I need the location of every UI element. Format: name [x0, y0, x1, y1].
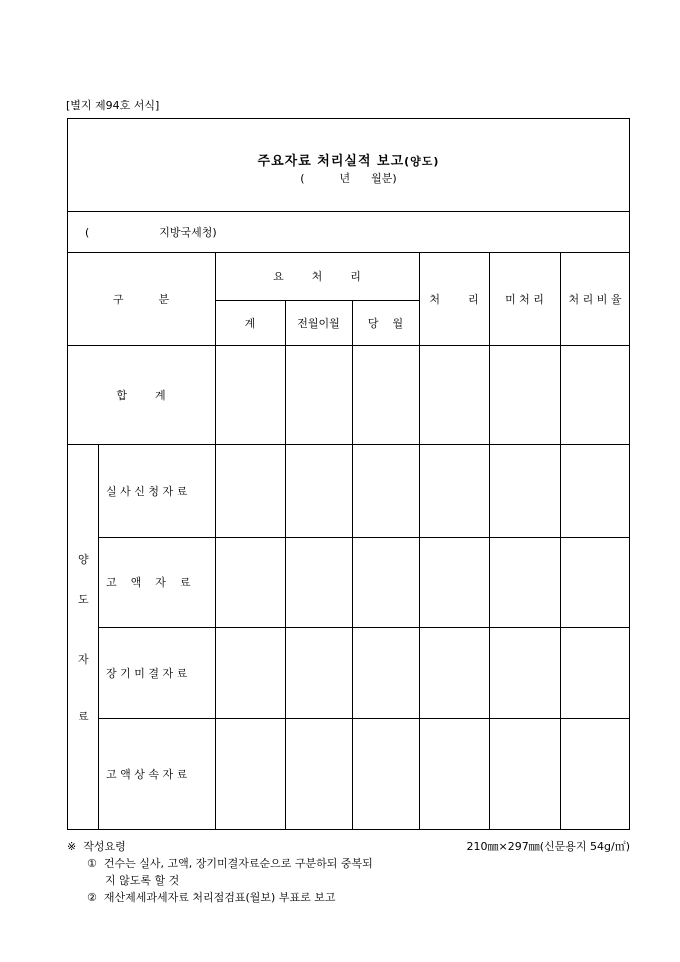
header-unprocessed: 미 처 리: [505, 292, 544, 306]
group-label-char-2: 도: [78, 593, 89, 606]
report-title-main: 주요자료 처리실적 보고: [257, 154, 405, 169]
row-label-high-inheritance: 고 액 상 속 자 료: [106, 768, 188, 781]
rule-title-bottom: [67, 211, 630, 212]
writing-instructions: [67, 838, 373, 906]
row-label-high-amount: 고 액 자 료: [106, 576, 191, 589]
group-label-char-3: 자: [78, 653, 89, 666]
group-label-char-1: 양: [78, 553, 89, 566]
report-title-sub: (양도): [404, 155, 440, 168]
report-period: ( 년 월분): [300, 172, 397, 185]
note-item-1-line-2: 지 않도록 할 것: [105, 874, 180, 887]
header-total: 계: [244, 316, 256, 330]
col-line-3: [352, 300, 353, 830]
report-title: [67, 150, 630, 169]
form-number-label: [별지 제94호 서식]: [66, 99, 160, 112]
row-label-audit-request: 실 사 신 청 자 료: [106, 484, 188, 498]
row-total-label: 합 계: [116, 388, 166, 402]
header-processed: 처 리: [429, 292, 479, 306]
group-label-char-4: 료: [78, 710, 89, 723]
notes-heading: ※ 작성요령: [67, 840, 126, 853]
note-item-1-line-1: ① 건수는 실사, 고액, 장기미결자료순으로 구분하되 중복되: [87, 857, 373, 870]
paper-size-spec: 210㎜×297㎜(신문용지 54g/㎡): [466, 840, 630, 853]
header-category: 구 분: [112, 292, 170, 306]
row-label-long-pending: 장 기 미 결 자 료: [106, 666, 188, 680]
regional-office-line: ( 지방국세청): [85, 226, 217, 239]
col-line-2: [285, 300, 286, 830]
header-ratio: 처 리 비 율: [568, 292, 622, 306]
note-item-2: ② 재산제세과세자료 처리점검표(월보) 부표로 보고: [87, 891, 336, 904]
header-to-process: 요 처 리: [273, 270, 361, 283]
header-carried-over: 전월이월: [297, 316, 340, 330]
header-this-month: 당 월: [367, 316, 404, 330]
